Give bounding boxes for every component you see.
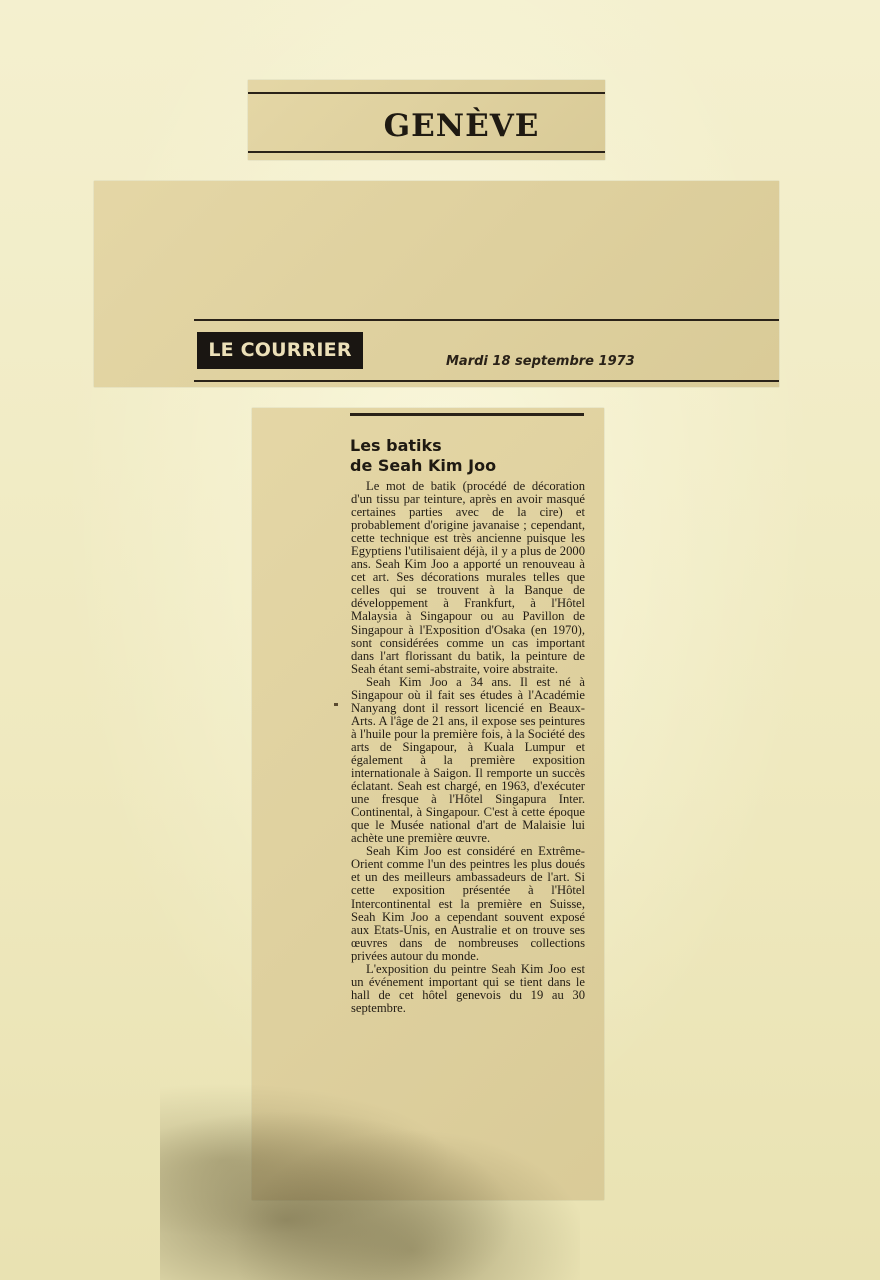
- article-top-rule: [350, 413, 584, 416]
- newspaper-logo: LE COURRIER: [197, 332, 363, 369]
- masthead-clipping: [94, 181, 779, 387]
- header-clipping: [248, 80, 605, 160]
- margin-mark: [334, 703, 338, 706]
- article-body: [351, 480, 585, 1015]
- headline-line-1: Les batiks: [350, 436, 442, 455]
- bottom-rule: [248, 151, 605, 153]
- article-paragraph-4: L'exposition du peintre Seah Kim Joo est un événement important qui se tient dans le hall de cet hôtel genevois du 19 au 30 septembre.: [351, 961, 585, 1015]
- article-headline: [350, 436, 590, 476]
- masthead-top-rule: [194, 319, 779, 321]
- article-clipping: [252, 408, 604, 1200]
- publication-date: Mardi 18 septembre 1973: [446, 354, 635, 369]
- headline-line-2: de Seah Kim Joo: [350, 456, 497, 475]
- top-rule: [248, 92, 605, 94]
- article-paragraph-3: Seah Kim Joo est considéré en Extrême-Orient comme l'un des peintres les plus doués et un des meilleurs ambassadeurs de l'art. Si cette exposition présentée à l'Hôtel Intercontinental est la première en Suisse, Seah Kim Joo a cependant souvent exposé aux Etats-Unis, en Australie et on trouve ses œuvres dans de nombreuses collections privées autour du monde.: [351, 844, 585, 963]
- article-paragraph-1: Le mot de batik (procédé de décoration d'un tissu par teinture, après en avoir masqué certaines parties avec de la cire) et probablement d'origine javanaise ; cependant, cette technique est très ancienne puisque les Egyptiens l'utilisaient déjà, il y a plus de 2000 ans. Seah Kim Joo a apporté un renouveau à cet art. Ses décorations murales telles que celles qui se trouvent à la Banque de développement à Frankfurt, à l'Hôtel Malaysia à Singapour ou au Pavillon de Singapour à l'Exposition d'Osaka (en 1970), sont considérées comme un cas important dans l'art florissant du batik, la peinture de Seah étant semi-abstraite, voire abstraite.: [351, 479, 585, 676]
- article-paragraph-2: Seah Kim Joo a 34 ans. Il est né à Singapour où il fait ses études à l'Académie Nanyang dont il ressort licencié en Beaux-Arts. A l'âge de 21 ans, il expose ses peintures à l'huile pour la première fois, à la Société des arts de Singapour, à Kuala Lumpur et également à la première exposition internationale à Saigon. Il remporte un succès éclatant. Seah est chargé, en 1963, d'exécuter une fresque à l'Hôtel Singapura Inter. Continental, à Singapour. C'est à cette époque que le Musée national d'art de Malaisie lui achète une première œuvre.: [351, 674, 585, 846]
- section-title: GENÈVE: [383, 108, 540, 144]
- masthead-bottom-rule: [194, 380, 779, 382]
